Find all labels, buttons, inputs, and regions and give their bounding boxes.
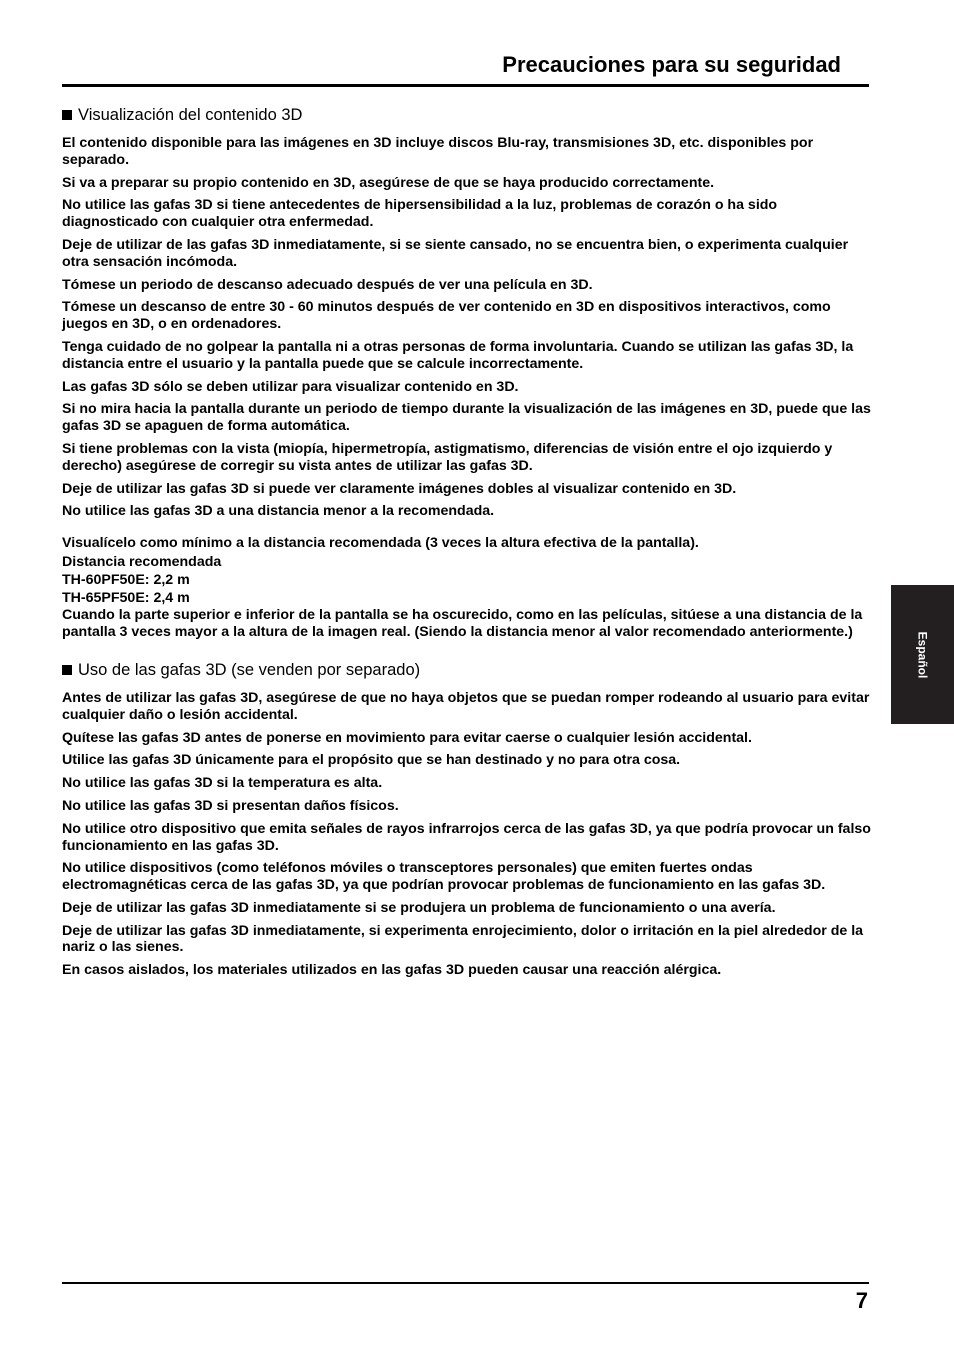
paragraph: Utilice las gafas 3D únicamente para el propósito que se han destinado y no para otra cosa.	[62, 752, 681, 769]
paragraph: En casos aislados, los materiales utilizados en las gafas 3D pueden causar una reacción alérgica.	[62, 962, 722, 979]
distance-label: Distancia recomendada	[62, 553, 222, 570]
section-3d-glasses-use	[62, 659, 872, 979]
paragraph-list	[62, 690, 872, 979]
page-number: 7	[855, 1288, 868, 1313]
paragraph: Si no mira hacia la pantalla durante un periodo de tiempo durante la visualización de las imágenes en 3D, puede que las gafas 3D se apaguen de forma automática.	[62, 401, 871, 435]
page-title: Precauciones para su seguridad	[502, 52, 841, 77]
section-3d-viewing	[62, 104, 872, 641]
paragraph: Deje de utilizar de las gafas 3D inmediatamente, si se siente cansado, no se encuentra bien, o experimenta cualquier otra sensación incómoda.	[62, 236, 849, 270]
distance-note: Cuando la parte superior e inferior de la pantalla se ha oscurecido, como en las películas, sitúese a una distancia de la pantalla 3 veces mayor a la altura de la imagen real. (Siendo la distancia menor al valor recomendado anteriormente.)	[62, 607, 863, 641]
section-heading-text: Uso de las gafas 3D (se venden por separado)	[78, 660, 421, 679]
recommended-distance-block	[62, 535, 872, 641]
footer-divider	[62, 1282, 869, 1284]
section-heading	[62, 104, 872, 126]
paragraph: No utilice las gafas 3D a una distancia menor a la recomendada.	[62, 503, 495, 520]
model-distance: TH-65PF50E: 2,4 m	[62, 589, 190, 606]
distance-intro: Visualícelo como mínimo a la distancia recomendada (3 veces la altura efectiva de la pantalla).	[62, 535, 699, 552]
paragraph-list	[62, 135, 872, 641]
paragraph: No utilice las gafas 3D si presentan daños físicos.	[62, 797, 399, 814]
header-divider	[62, 84, 869, 87]
paragraph: No utilice dispositivos (como teléfonos móviles o transceptores personales) que emiten fuertes ondas electromagnéticas cerca de las gafas 3D, ya que podrían provocar problemas de funcionamiento en las gafas 3D.	[62, 860, 826, 894]
paragraph: El contenido disponible para las imágenes en 3D incluye discos Blu-ray, transmisiones 3D, etc. disponibles por separado.	[62, 135, 814, 168]
paragraph: Si tiene problemas con la vista (miopía, hipermetropía, astigmatismo, diferencias de visión entre el ojo izquierdo y derecho) asegúrese de corregir su vista antes de utilizar las gafas 3D.	[62, 440, 833, 474]
paragraph: Quítese las gafas 3D antes de ponerse en movimiento para evitar caerse o cualquier lesión accidental.	[62, 729, 752, 746]
paragraph: Las gafas 3D sólo se deben utilizar para visualizar contenido en 3D.	[62, 378, 519, 395]
paragraph: No utilice las gafas 3D si la temperatura es alta.	[62, 775, 383, 792]
paragraph: Deje de utilizar las gafas 3D si puede ver claramente imágenes dobles al visualizar contenido en 3D.	[62, 480, 737, 497]
paragraph: Deje de utilizar las gafas 3D inmediatamente, si experimenta enrojecimiento, dolor o irritación en la piel alrededor de la nariz o las sienes.	[62, 922, 864, 956]
page-content	[62, 104, 872, 985]
paragraph: Tenga cuidado de no golpear la pantalla ni a otras personas de forma involuntaria. Cuando se utilizan las gafas 3D, la distancia entre el usuario y la pantalla puede que se calcule incorrectamente.	[62, 338, 854, 372]
language-side-tab	[891, 585, 954, 724]
paragraph: Si va a preparar su propio contenido en 3D, asegúrese de que se haya producido correctamente.	[62, 174, 715, 191]
paragraph: Deje de utilizar las gafas 3D inmediatamente si se produjera un problema de funcionamiento o una avería.	[62, 899, 776, 916]
section-heading-text: Visualización del contenido 3D	[78, 106, 303, 124]
paragraph: Tómese un periodo de descanso adecuado después de ver una película en 3D.	[62, 276, 593, 293]
section-heading	[62, 659, 872, 681]
square-bullet-icon	[62, 665, 72, 675]
square-bullet-icon	[62, 110, 72, 120]
model-distance: TH-60PF50E: 2,2 m	[62, 571, 190, 588]
paragraph: Antes de utilizar las gafas 3D, asegúrese de que no haya objetos que se puedan romper rodeando al usuario para evitar cualquier daño o lesión accidental.	[62, 689, 870, 723]
paragraph-spacer	[62, 526, 872, 535]
language-tab-label: Español	[915, 631, 930, 678]
paragraph: Tómese un descanso de entre 30 - 60 minutos después de ver contenido en 3D en dispositivos interactivos, como juegos en 3D, o en ordenadores.	[62, 299, 831, 333]
paragraph: No utilice otro dispositivo que emita señales de rayos infrarrojos cerca de las gafas 3D, ya que podría provocar un falso funcionamiento en las gafas 3D.	[62, 820, 871, 854]
paragraph: No utilice las gafas 3D si tiene antecedentes de hipersensibilidad a la luz, problemas de corazón o ha sido diagnosticado con cualquier otra enfermedad.	[62, 197, 778, 231]
